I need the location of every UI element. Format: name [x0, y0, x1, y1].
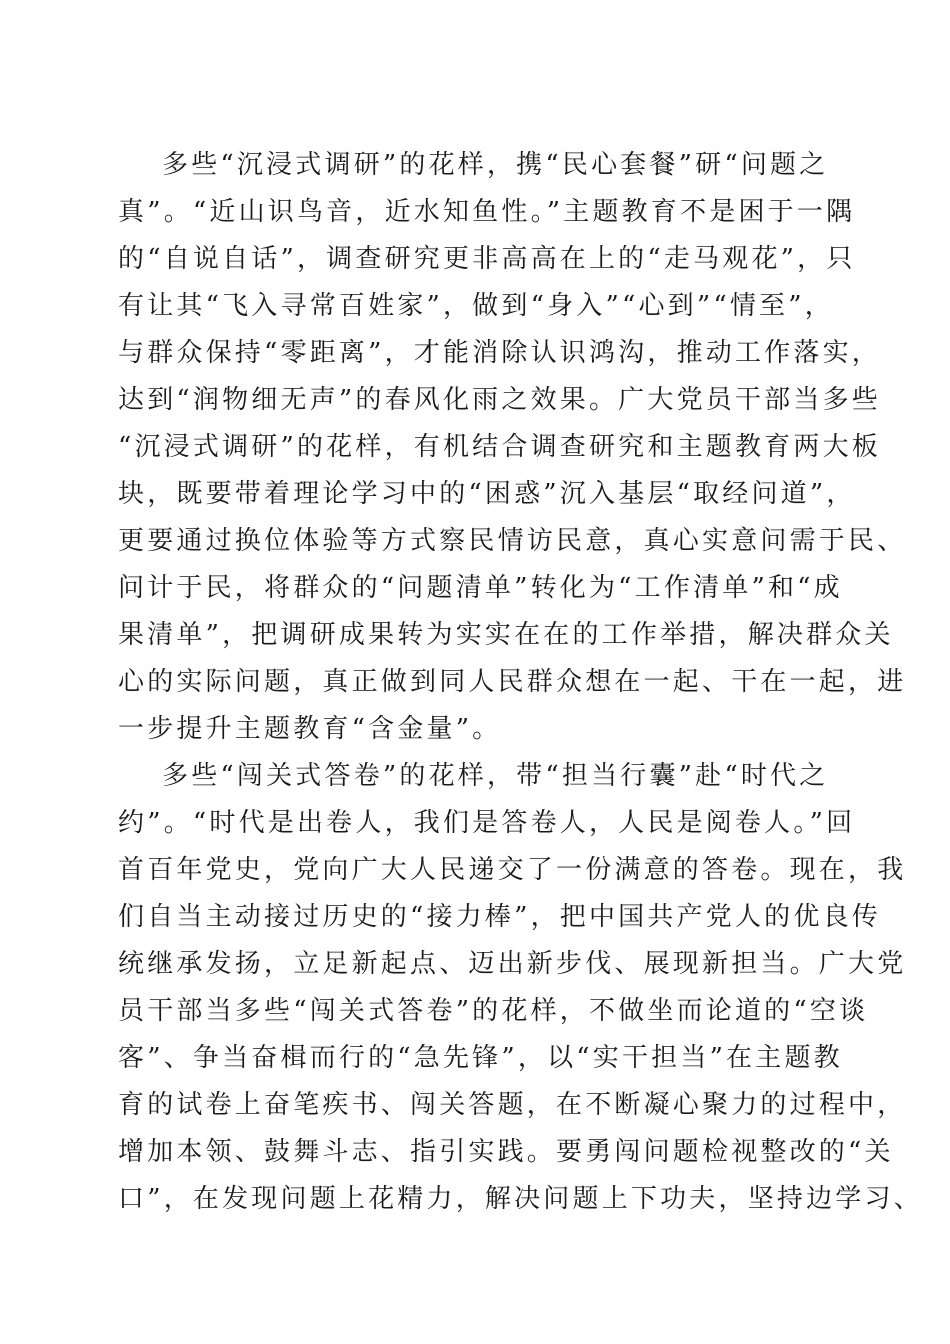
text-line: 问计于民，将群众的“问题清单”转化为“工作清单”和“成: [118, 573, 843, 603]
text-line: 真”。“近山识鸟音，近水知鱼性。”主题教育不是困于一隅: [118, 197, 856, 227]
text-line: 达到“润物细无声”的春风化雨之效果。广大党员干部当多些: [118, 385, 881, 415]
text-line: 多些“沉浸式调研”的花样，携“民心套餐”研“问题之: [162, 150, 829, 180]
text-line: 一步提升主题教育“含金量”。: [118, 714, 502, 744]
text-line: 多些“闯关式答卷”的花样，带“担当行囊”赴“时代之: [162, 761, 829, 791]
text-line: 更要通过换位体验等方式察民情访民意，真心实意问需于民、: [118, 526, 907, 556]
text-line: 育的试卷上奋笔疾书、闯关答题，在不断凝心聚力的过程中，: [118, 1090, 907, 1120]
text-line: 与群众保持“零距离”，才能消除认识鸿沟，推动工作落实，: [118, 338, 881, 368]
text-line: 有让其“飞入寻常百姓家”，做到“身入”“心到”“情至”，: [118, 291, 834, 321]
paragraph-immersive-research: [118, 142, 907, 753]
text-line: 心的实际问题，真正做到同人民群众想在一起、干在一起，进: [118, 667, 907, 697]
text-line: 客”、争当奋楫而行的“急先锋”，以“实干担当”在主题教: [118, 1043, 843, 1073]
text-line: 约”。“时代是出卷人，我们是答卷人，人民是阅卷人。”回: [118, 808, 856, 838]
text-line: 口”，在发现问题上花精力，解决问题上下功夫，坚持边学习、: [118, 1184, 923, 1214]
text-line: 们自当主动接过历史的“接力棒”，把中国共产党人的优良传: [118, 902, 881, 932]
text-line: “沉浸式调研”的花样，有机结合调查研究和主题教育两大板: [118, 432, 881, 462]
paragraph-breakthrough-answers: [118, 753, 923, 1223]
text-line: 的“自说自话”，调查研究更非高高在上的“走马观花”，只: [118, 244, 856, 274]
text-line: 首百年党史，党向广大人民递交了一份满意的答卷。现在，我: [118, 855, 907, 885]
text-line: 统继承发扬，立足新起点、迈出新步伐、展现新担当。广大党: [118, 949, 907, 979]
text-line: 员干部当多些“闯关式答卷”的花样，不做坐而论道的“空谈: [118, 996, 869, 1026]
text-line: 果清单”，把调研成果转为实实在在的工作举措，解决群众关: [118, 620, 894, 650]
document-body: [118, 142, 923, 1223]
text-line: 增加本领、鼓舞斗志、指引实践。要勇闯问题检视整改的“关: [118, 1137, 894, 1167]
text-line: 块，既要带着理论学习中的“困惑”沉入基层“取经问道”，: [118, 479, 856, 509]
